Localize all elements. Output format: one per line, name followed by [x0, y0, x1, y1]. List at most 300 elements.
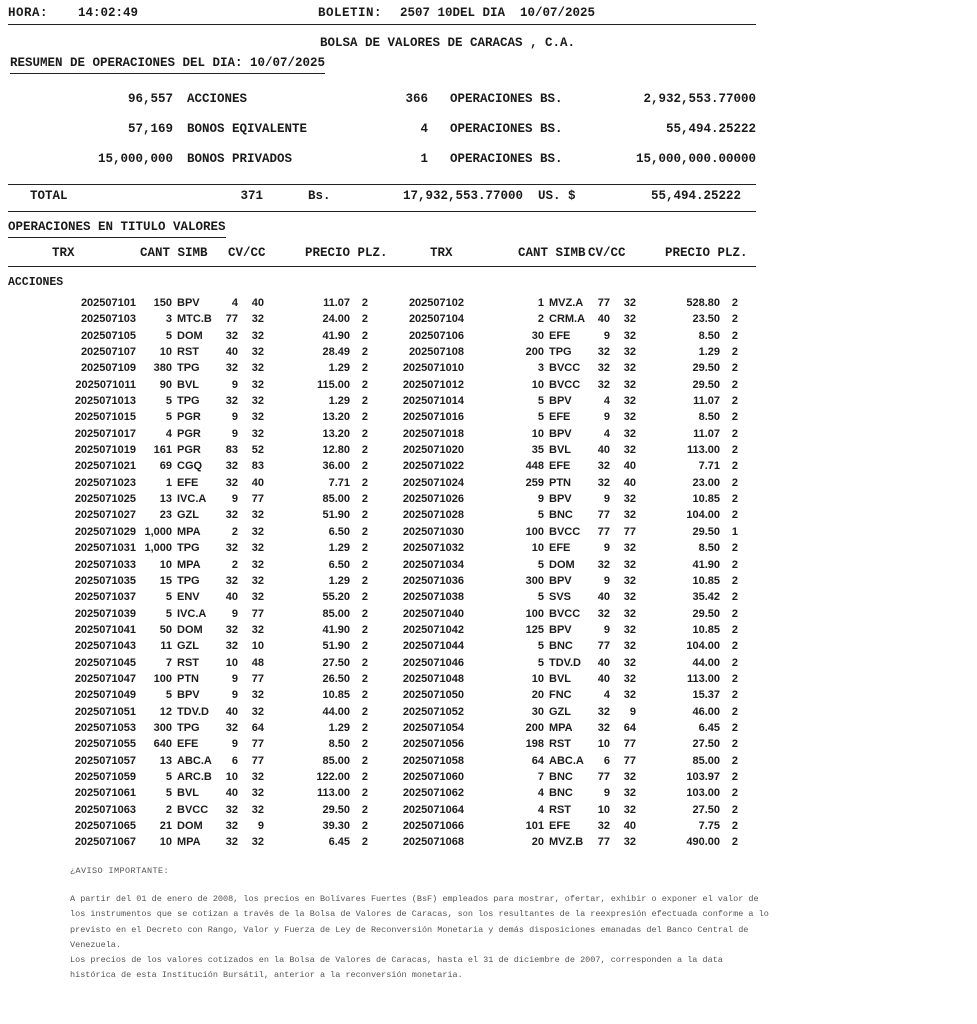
- table-row-right: [398, 657, 750, 669]
- cc-cell: 32: [623, 362, 636, 375]
- plz-cell: 2: [731, 460, 738, 473]
- price-cell: 11.07: [323, 297, 350, 309]
- plz-cell: 2: [361, 623, 368, 636]
- symbol-cell: RST: [549, 738, 571, 751]
- qty-cell: 64: [531, 754, 544, 767]
- cc-cell: 32: [251, 346, 264, 359]
- trx-cell: 2025071050: [402, 689, 464, 702]
- cv-cell: 4: [603, 395, 610, 408]
- qty-cell: 10: [531, 542, 544, 555]
- price-cell: 6.50: [328, 558, 350, 571]
- cv-cell: 77: [597, 770, 610, 783]
- cv-cell: 40: [225, 705, 238, 718]
- cv-cell: 9: [231, 378, 238, 391]
- cv-cell: 32: [225, 509, 238, 522]
- page-title: BOLSA DE VALORES DE CARACAS , C.A.: [320, 36, 576, 50]
- symbol-cell: EFE: [549, 411, 571, 424]
- cv-cell: 6: [603, 754, 610, 767]
- symbol-cell: MPA: [177, 836, 201, 849]
- boletin-value: 2507 10DEL DIA 10/07/2025: [400, 6, 596, 20]
- symbol-cell: PGR: [177, 427, 201, 440]
- plz-cell: 2: [731, 705, 738, 718]
- table-row: [0, 444, 977, 460]
- cv-cell: 9: [603, 493, 610, 506]
- symbol-cell: BVCC: [177, 803, 209, 816]
- price-cell: 29.50: [692, 525, 720, 538]
- cv-cell: 32: [225, 362, 238, 375]
- qty-cell: 1,000: [144, 542, 172, 555]
- cv-cell: 6: [231, 754, 238, 767]
- qty-cell: 13: [159, 754, 172, 767]
- trx-cell: 2025071031: [74, 542, 136, 555]
- qty-cell: 15: [159, 574, 172, 587]
- cc-cell: 32: [623, 395, 636, 408]
- cc-cell: 32: [623, 607, 636, 620]
- price-cell: 10.85: [322, 689, 350, 702]
- plz-cell: 2: [361, 411, 368, 424]
- cv-cell: 32: [597, 558, 610, 571]
- price-cell: 528.80: [686, 297, 720, 309]
- plz-cell: 2: [731, 836, 738, 849]
- trx-cell: 2025071068: [402, 836, 464, 849]
- table-row: [0, 428, 977, 444]
- table-row-right: [398, 591, 750, 603]
- cv-cell: 10: [597, 803, 610, 816]
- table-row-left: [8, 624, 380, 636]
- trx-cell: 2025071025: [74, 493, 136, 506]
- footer-line: Los precios de los valores cotizados en la Bolsa de Valores de Caracas, hasta el 31 de diciembre de 2007, corresponden a la data: [70, 955, 723, 966]
- plz-cell: 2: [361, 378, 368, 391]
- plz-cell: 2: [731, 509, 738, 522]
- cv-cell: 40: [225, 346, 238, 359]
- qty-cell: 101: [525, 820, 544, 832]
- price-cell: 29.50: [692, 607, 720, 620]
- table-row: [0, 346, 977, 362]
- qty-cell: 10: [531, 427, 544, 440]
- price-cell: 6.45: [328, 836, 350, 849]
- symbol-cell: ABC.A: [177, 754, 212, 767]
- qty-cell: 100: [153, 672, 172, 685]
- cc-cell: 32: [251, 395, 264, 408]
- table-row: [0, 787, 977, 803]
- trx-cell: 2025071041: [74, 623, 136, 636]
- table-row: [0, 526, 977, 542]
- trx-cell: 2025071026: [402, 493, 464, 506]
- trx-cell: 2025071016: [402, 411, 464, 424]
- table-row: [0, 640, 977, 656]
- qty-cell: 10: [159, 558, 172, 571]
- table-row-right: [398, 493, 750, 505]
- symbol-cell: PGR: [177, 411, 201, 424]
- plz-cell: 2: [731, 787, 738, 800]
- table-row-left: [8, 477, 380, 489]
- trx-cell: 2025071061: [74, 787, 136, 800]
- cv-cell: 10: [225, 656, 238, 669]
- table-row: [0, 493, 977, 509]
- plz-cell: 2: [361, 640, 368, 653]
- summary-ops: 4: [420, 122, 428, 136]
- cv-cell: 9: [231, 411, 238, 424]
- cv-cell: 32: [597, 607, 610, 620]
- summary-row-bonos-eqivalente: [8, 122, 756, 139]
- price-cell: 1.29: [328, 395, 350, 408]
- cv-cell: 32: [597, 346, 610, 359]
- symbol-cell: TPG: [177, 574, 200, 587]
- qty-cell: 10: [531, 672, 544, 685]
- table-row-left: [8, 689, 380, 701]
- symbol-cell: PTN: [177, 672, 199, 685]
- cc-cell: 32: [623, 623, 636, 636]
- symbol-cell: BVCC: [549, 525, 581, 538]
- symbol-cell: DOM: [177, 820, 203, 832]
- table-row-right: [398, 460, 750, 472]
- cv-cell: 32: [225, 640, 238, 653]
- table-row-left: [8, 820, 380, 832]
- cv-cell: 9: [603, 542, 610, 555]
- col-header-precio-plz: PRECIO PLZ.: [665, 246, 748, 260]
- symbol-cell: BPV: [549, 493, 572, 506]
- trx-cell: 2025071020: [402, 444, 464, 457]
- table-row-left: [8, 575, 380, 587]
- plz-cell: 2: [731, 444, 738, 457]
- price-cell: 6.50: [328, 525, 350, 538]
- price-cell: 7.71: [328, 476, 350, 489]
- symbol-cell: PTN: [549, 476, 571, 489]
- symbol-cell: SVS: [549, 591, 572, 604]
- qty-cell: 5: [537, 656, 544, 669]
- col-header-cant-simb: CANT SIMB: [140, 246, 208, 260]
- cv-cell: 32: [225, 460, 238, 473]
- plz-cell: 2: [731, 411, 738, 424]
- trx-cell: 2025071053: [74, 721, 136, 734]
- symbol-cell: EFE: [549, 542, 571, 555]
- qty-cell: 12: [159, 705, 172, 718]
- qty-cell: 10: [159, 836, 172, 849]
- summary-qty: 96,557: [127, 92, 173, 106]
- price-cell: 1.29: [328, 362, 350, 375]
- cv-cell: 32: [597, 378, 610, 391]
- total-ops: 371: [240, 189, 263, 203]
- cc-cell: 32: [623, 427, 636, 440]
- qty-cell: 125: [525, 623, 544, 636]
- price-cell: 7.71: [698, 460, 720, 473]
- table-row: [0, 722, 977, 738]
- price-cell: 10.85: [692, 623, 720, 636]
- trx-cell: 2025071036: [402, 574, 464, 587]
- table-row: [0, 575, 977, 591]
- table-row: [0, 836, 977, 852]
- table-row-left: [8, 722, 380, 734]
- qty-cell: 5: [537, 395, 544, 408]
- qty-cell: 5: [165, 770, 172, 783]
- plz-cell: 2: [361, 427, 368, 440]
- table-row: [0, 624, 977, 640]
- plz-cell: 2: [731, 591, 738, 604]
- table-row-right: [398, 820, 750, 832]
- symbol-cell: TPG: [177, 362, 200, 375]
- symbol-cell: EFE: [177, 476, 199, 489]
- table-row-left: [8, 460, 380, 472]
- summary-amount: 2,932,553.77000: [643, 92, 756, 106]
- symbol-cell: GZL: [549, 705, 571, 718]
- table-row-left: [8, 362, 380, 374]
- price-cell: 24.00: [322, 313, 350, 326]
- table-row-left: [8, 297, 380, 309]
- qty-cell: 5: [165, 395, 172, 408]
- cc-cell: 32: [623, 591, 636, 604]
- symbol-cell: EFE: [549, 460, 571, 473]
- qty-cell: 5: [165, 607, 172, 620]
- plz-cell: 2: [361, 770, 368, 783]
- qty-cell: 23: [159, 509, 172, 522]
- cc-cell: 77: [251, 738, 264, 751]
- trx-cell: 2025071022: [402, 460, 464, 473]
- trx-cell: 2025071018: [402, 427, 464, 440]
- cv-cell: 77: [597, 509, 610, 522]
- summary-ops-label: OPERACIONES BS.: [450, 122, 563, 136]
- trx-cell: 2025071015: [74, 411, 136, 424]
- price-cell: 103.97: [686, 770, 720, 783]
- price-cell: 27.50: [692, 738, 720, 751]
- col-header-cant-simb: CANT SIMB: [518, 246, 586, 260]
- table-row: [0, 411, 977, 427]
- table-row-right: [398, 395, 750, 407]
- table-row-left: [8, 395, 380, 407]
- table-row-right: [398, 330, 750, 342]
- symbol-cell: FNC: [549, 689, 572, 702]
- table-row-left: [8, 379, 380, 391]
- cc-cell: 77: [623, 754, 636, 767]
- cv-cell: 9: [231, 493, 238, 506]
- table-row: [0, 509, 977, 525]
- cc-cell: 32: [623, 297, 636, 309]
- plz-cell: 2: [731, 476, 738, 489]
- cv-cell: 40: [225, 591, 238, 604]
- table-row-left: [8, 444, 380, 456]
- plz-cell: 2: [361, 836, 368, 849]
- symbol-cell: DOM: [177, 329, 203, 342]
- total-bottom-divider: [8, 211, 756, 212]
- trx-cell: 2025071023: [74, 476, 136, 489]
- trx-cell: 2025071063: [74, 803, 136, 816]
- cc-cell: 32: [251, 329, 264, 342]
- cc-cell: 32: [251, 427, 264, 440]
- hora-label: HORA:: [8, 6, 49, 20]
- qty-cell: 640: [153, 738, 172, 751]
- cv-cell: 32: [225, 820, 238, 832]
- qty-cell: 1,000: [144, 525, 172, 538]
- total-usd-label: US. $: [538, 189, 576, 203]
- footer-notice: [70, 866, 790, 984]
- cc-cell: 32: [623, 689, 636, 702]
- table-row: [0, 362, 977, 378]
- table-row-right: [398, 313, 750, 325]
- plz-cell: 2: [361, 395, 368, 408]
- table-row-right: [398, 509, 750, 521]
- table-row-left: [8, 738, 380, 750]
- cc-cell: 64: [623, 721, 636, 734]
- table-row: [0, 477, 977, 493]
- trx-cell: 2025071060: [402, 770, 464, 783]
- qty-cell: 5: [165, 689, 172, 702]
- trx-cell: 2025071019: [74, 444, 136, 457]
- footer-line: Venezuela.: [70, 939, 122, 950]
- plz-cell: 2: [361, 297, 368, 309]
- summary-ops: 366: [405, 92, 428, 106]
- trx-cell: 2025071030: [402, 525, 464, 538]
- symbol-cell: BPV: [177, 689, 200, 702]
- symbol-cell: BVCC: [549, 362, 581, 375]
- qty-cell: 50: [159, 623, 172, 636]
- trx-cell: 2025071029: [74, 525, 136, 538]
- plz-cell: 2: [361, 820, 368, 832]
- qty-cell: 13: [159, 493, 172, 506]
- symbol-cell: MPA: [177, 525, 201, 538]
- trx-cell: 2025071058: [402, 754, 464, 767]
- price-cell: 1.29: [328, 542, 350, 555]
- plz-cell: 2: [361, 591, 368, 604]
- table-row: [0, 591, 977, 607]
- cc-cell: 32: [623, 411, 636, 424]
- cv-cell: 2: [231, 558, 238, 571]
- table-row: [0, 379, 977, 395]
- cc-cell: 32: [623, 378, 636, 391]
- trx-cell: 2025071013: [74, 395, 136, 408]
- symbol-cell: BNC: [549, 787, 573, 800]
- price-cell: 26.50: [322, 672, 350, 685]
- qty-cell: 11: [160, 640, 172, 653]
- cc-cell: 32: [623, 656, 636, 669]
- table-row-left: [8, 493, 380, 505]
- price-cell: 12.80: [322, 444, 350, 457]
- trx-cell: 2025071051: [74, 705, 136, 718]
- symbol-cell: RST: [549, 803, 571, 816]
- table-row: [0, 608, 977, 624]
- cc-cell: 32: [623, 770, 636, 783]
- qty-cell: 100: [525, 607, 544, 620]
- symbol-cell: DOM: [177, 623, 203, 636]
- cc-cell: 77: [251, 754, 264, 767]
- table-column-headers: [0, 246, 977, 262]
- cc-cell: 32: [623, 329, 636, 342]
- table-row-right: [398, 755, 750, 767]
- trx-cell: 2025071067: [74, 836, 136, 849]
- qty-cell: 380: [153, 362, 172, 375]
- plz-cell: 2: [731, 623, 738, 636]
- price-cell: 35.42: [692, 591, 720, 604]
- cv-cell: 32: [597, 362, 610, 375]
- plz-cell: 2: [731, 721, 738, 734]
- price-cell: 41.90: [692, 558, 720, 571]
- symbol-cell: MPA: [549, 721, 573, 734]
- price-cell: 8.50: [698, 542, 720, 555]
- trx-cell: 202507103: [80, 313, 136, 326]
- table-row: [0, 738, 977, 754]
- table-row-right: [398, 346, 750, 358]
- price-cell: 85.00: [322, 754, 350, 767]
- plz-cell: 2: [361, 493, 368, 506]
- table-row-left: [8, 526, 380, 538]
- cc-cell: 32: [251, 623, 264, 636]
- table-row-right: [398, 297, 750, 309]
- symbol-cell: GZL: [177, 509, 199, 522]
- cc-cell: 32: [623, 346, 636, 359]
- table-row-right: [398, 836, 750, 848]
- price-cell: 85.00: [322, 493, 350, 506]
- price-cell: 1.29: [328, 721, 350, 734]
- price-cell: 113.00: [686, 672, 720, 685]
- hora-value: 14:02:49: [78, 6, 139, 20]
- cc-cell: 64: [251, 721, 264, 734]
- qty-cell: 100: [525, 525, 544, 538]
- boletin-label: BOLETIN:: [318, 6, 383, 20]
- symbol-cell: BVL: [177, 787, 199, 800]
- plz-cell: 2: [361, 787, 368, 800]
- summary-label: BONOS PRIVADOS: [187, 152, 293, 166]
- trx-cell: 2025071033: [74, 558, 136, 571]
- cc-cell: 32: [251, 689, 264, 702]
- plz-cell: 2: [731, 820, 738, 832]
- price-cell: 11.07: [693, 395, 720, 408]
- symbol-cell: MPA: [177, 558, 201, 571]
- column-header-divider: [8, 266, 756, 267]
- plz-cell: 2: [361, 460, 368, 473]
- cc-cell: 32: [623, 542, 636, 555]
- symbol-cell: BVCC: [549, 378, 581, 391]
- symbol-cell: BVCC: [549, 607, 581, 620]
- cv-cell: 10: [225, 770, 238, 783]
- trx-cell: 2025071066: [402, 820, 464, 832]
- symbol-cell: TPG: [177, 721, 200, 734]
- qty-cell: 2: [165, 803, 172, 816]
- plz-cell: 2: [361, 754, 368, 767]
- qty-cell: 10: [159, 346, 172, 359]
- trx-cell: 202507102: [408, 297, 464, 309]
- cc-cell: 32: [251, 787, 264, 800]
- cc-cell: 32: [251, 836, 264, 849]
- price-cell: 115.00: [316, 378, 350, 391]
- trx-cell: 2025071059: [74, 770, 136, 783]
- plz-cell: 2: [361, 574, 368, 587]
- table-row-right: [398, 362, 750, 374]
- table-row-right: [398, 477, 750, 489]
- trx-cell: 2025071014: [402, 395, 464, 408]
- cc-cell: 77: [251, 607, 264, 620]
- table-row-left: [8, 542, 380, 554]
- resumen-heading: RESUMEN DE OPERACIONES DEL DIA: 10/07/2025: [10, 56, 325, 74]
- plz-cell: 2: [731, 656, 738, 669]
- qty-cell: 5: [537, 591, 544, 604]
- cv-cell: 32: [225, 836, 238, 849]
- table-row-left: [8, 509, 380, 521]
- plz-cell: 2: [731, 738, 738, 751]
- symbol-cell: BNC: [549, 509, 573, 522]
- price-cell: 490.00: [686, 836, 720, 849]
- price-cell: 46.00: [692, 705, 720, 718]
- plz-cell: 2: [731, 427, 738, 440]
- table-row: [0, 460, 977, 476]
- cc-cell: 32: [251, 705, 264, 718]
- plz-cell: 2: [361, 542, 368, 555]
- qty-cell: 20: [531, 836, 544, 849]
- symbol-cell: BPV: [549, 574, 572, 587]
- cv-cell: 32: [225, 542, 238, 555]
- table-row-left: [8, 771, 380, 783]
- cv-cell: 9: [231, 607, 238, 620]
- price-cell: 1.29: [698, 346, 720, 359]
- trx-cell: 2025071042: [402, 623, 464, 636]
- trx-cell: 2025071032: [402, 542, 464, 555]
